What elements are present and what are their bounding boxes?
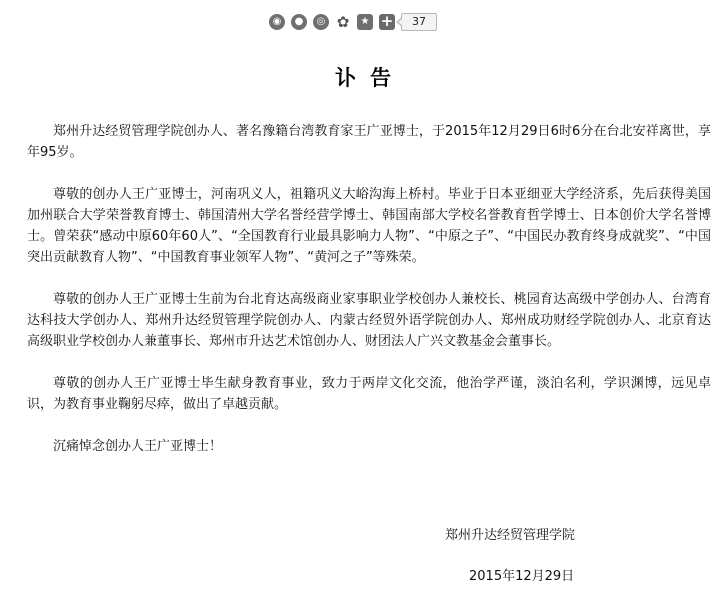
notice-body — [27, 121, 711, 457]
baidu-icon[interactable]: ✿ — [336, 13, 350, 31]
favorite-icon[interactable]: ★ — [357, 14, 373, 30]
qq-space-icon[interactable]: ◎ — [313, 14, 329, 30]
more-share-icon[interactable]: + — [380, 12, 394, 30]
notice-paragraph: 尊敬的创办人王广亚博士，河南巩义人，祖籍巩义大峪沟海上桥村。毕业于日本亚细亚大学经济系，先后获得美国加州联合大学荣誉教育博士、韩国清州大学名誉经营学博士、韩国南部大学校名誉教育哲学博士、日本创价大学名誉博士。曾荣获“感动中原60年60人”、“全国教育行业最具影响力人物”、“中原之子”、“中国民办教育终身成就奖”、“中国突出贡献教育人物”、“中国教育事业领军人物”、“黄河之子”等殊荣。 — [27, 187, 711, 265]
wechat-icon[interactable]: ● — [291, 14, 307, 30]
notice-paragraph: 郑州升达经贸管理学院创办人、著名豫籍台湾教育家王广亚博士，于2015年12月29日6时6分在台北安祥离世，享年95岁。 — [27, 124, 711, 160]
notice-paragraph: 沉痛悼念创办人王广亚博士！ — [53, 439, 223, 454]
signature-date: 2015年12月29日 — [469, 569, 575, 584]
share-toolbar — [269, 12, 437, 32]
notice-paragraph: 尊敬的创办人王广亚博士毕生献身教育事业，致力于两岸文化交流，他治学严谨，淡泊名利，学识渊博，远见卓识，为教育事业鞠躬尽瘁，做出了卓越贡献。 — [27, 376, 711, 412]
share-count-badge[interactable]: 37 — [401, 13, 437, 31]
signature-organization: 郑州升达经贸管理学院 — [445, 528, 576, 543]
weibo-icon[interactable]: ◉ — [269, 14, 285, 30]
notice-paragraph: 尊敬的创办人王广亚博士生前为台北育达高级商业家事职业学校创办人兼校长、桃园育达高级中学创办人、台湾育达科技大学创办人、郑州升达经贸管理学院创办人、内蒙古经贸外语学院创办人、郑州成功财经学院创办人、北京育达高级职业学校创办人兼董事长、郑州市升达艺术馆创办人、财团法人广兴文教基金会董事长。 — [27, 292, 711, 349]
notice-title: 讣告 — [335, 66, 405, 90]
